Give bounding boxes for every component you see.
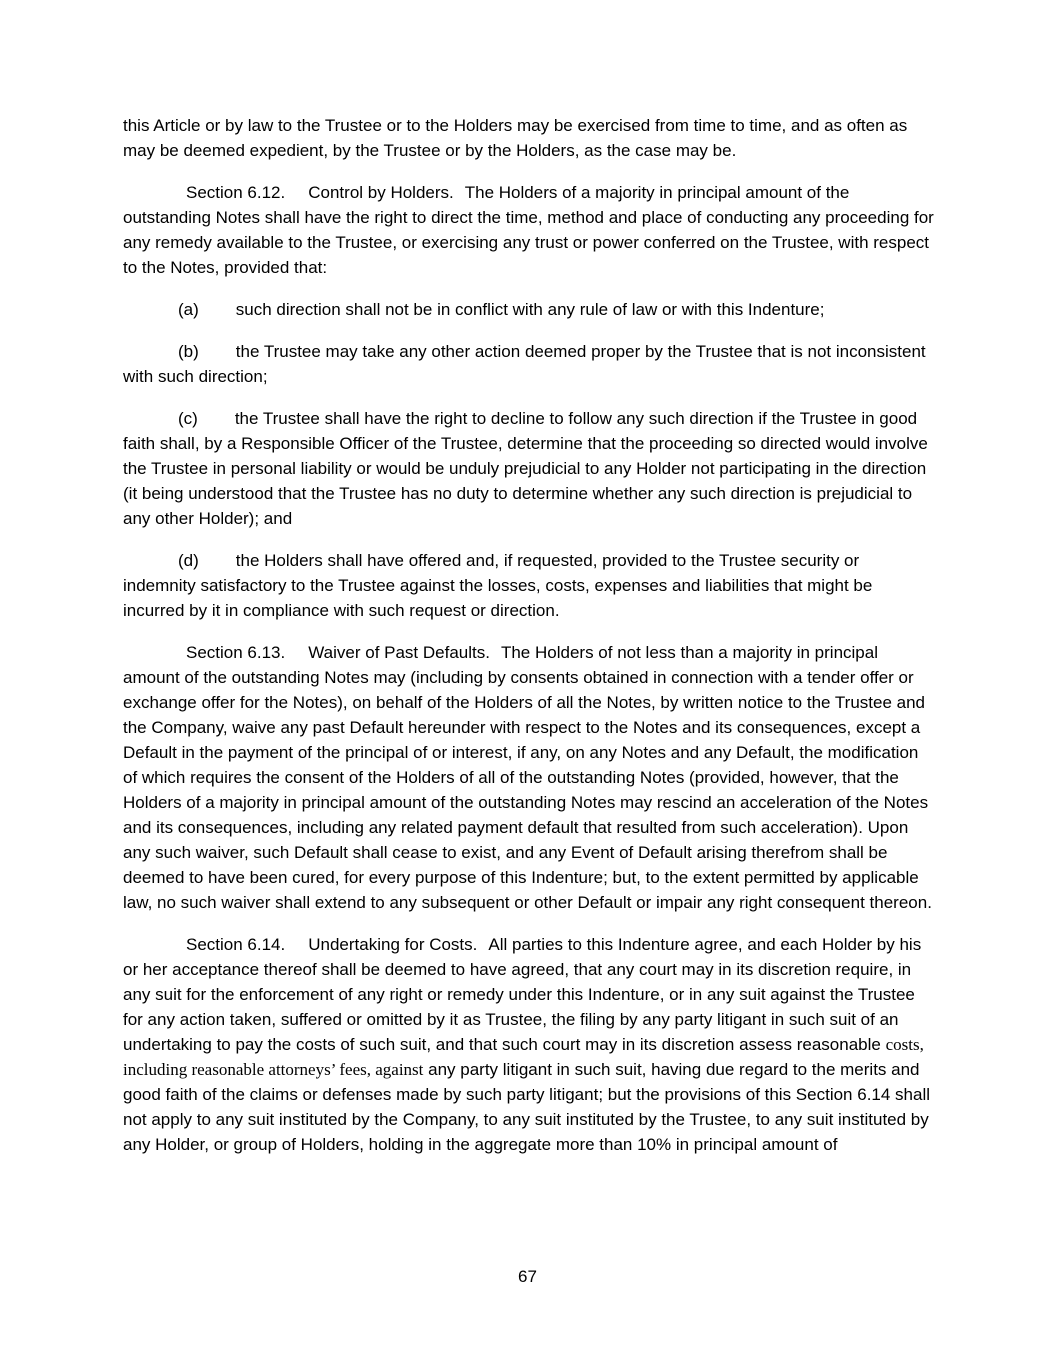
section-6-13-label: Section 6.13. (186, 643, 286, 662)
section-6-14-body-before: All parties to this Indenture agree, and each Holder by his or her acceptance thereof shall be deemed to have agreed, that any court may in its discretion require, in any suit for the enforcement of any right or remedy under this Indenture, or in any suit against the Trustee for any action taken, suffered or omitted by it as Trustee, the filing by any party litigant in such suit of an undertaking to pay the costs of such suit, and that such court may in its discretion assess reasonable (123, 935, 922, 1054)
section-6-13-title: Waiver of Past Defaults. (308, 643, 490, 662)
section-6-13-paragraph (123, 640, 934, 915)
section-6-13-body: The Holders of not less than a majority in principal amount of the outstanding Notes may (including by consents obtained in connection with a tender offer or exchange offer for the Notes), on behalf of the Holders of all the Notes, by written notice to the Trustee and the Company, waive any past Default hereunder with respect to the Notes and its consequences, except a Default in the payment of the principal of or interest, if any, on any Notes and any Default, the modification of which requires the consent of the Holders of all of the outstanding Notes (provided, however, that the Holders of a majority in principal amount of the outstanding Notes may rescind an acceleration of the Notes and its consequences, including any related payment default that resulted from such acceleration). Upon any such waiver, such Default shall cease to exist, and any Event of Default arising therefrom shall be deemed to have been cured, for every purpose of this Indenture; but, to the extent permitted by applicable law, no such waiver shall extend to any subsequent or other Default or impair any right consequent thereon. (123, 643, 932, 912)
clause-b-text: the Trustee may take any other action deemed proper by the Trustee that is not inconsistent with such direction; (123, 342, 926, 386)
section-6-14-label: Section 6.14. (186, 935, 286, 954)
section-6-14-paragraph (123, 932, 934, 1157)
clause-a-text: such direction shall not be in conflict with any rule of law or with this Indenture; (235, 300, 825, 319)
clause-b (123, 339, 934, 389)
section-6-14-body-serif: costs, including reasonable attorneys’ fees, against (123, 1035, 924, 1079)
clause-c-marker: (c) (178, 409, 198, 428)
page-number: 67 (518, 1267, 537, 1286)
section-6-14-body-after: any party litigant in such suit, having due regard to the merits and good faith of the claims or defenses made by such party litigant; but the provisions of this Section 6.14 shall not apply to any suit instituted by the Company, to any suit instituted by the Trustee, to any suit instituted by any Holder, or group of Holders, holding in the aggregate more than 10% in principal amount of (123, 1060, 931, 1154)
section-6-12-label: Section 6.12. (186, 183, 286, 202)
clause-c-text: the Trustee shall have the right to decline to follow any such direction if the Trustee in good faith shall, by a Responsible Officer of the Trustee, determine that the proceeding so directed would involve the Trustee in personal liability or would be unduly prejudicial to any Holder not participating in the direction (it being understood that the Trustee has no duty to determine whether any such direction is prejudicial to any other Holder); and (123, 409, 928, 528)
section-6-12-paragraph (123, 180, 934, 280)
clause-d (123, 548, 934, 623)
section-6-12-title: Control by Holders. (308, 183, 454, 202)
clause-a (123, 297, 934, 322)
section-6-12-body: The Holders of a majority in principal amount of the outstanding Notes shall have the right to direct the time, method and place of conducting any proceeding for any remedy available to the Trustee, or exercising any trust or power conferred on the Trustee, with respect to the Notes, provided that: (123, 183, 934, 277)
clause-b-marker: (b) (178, 342, 199, 361)
clause-a-marker: (a) (178, 300, 199, 319)
clause-d-text: the Holders shall have offered and, if requested, provided to the Trustee security or indemnity satisfactory to the Trustee against the losses, costs, expenses and liabilities that might be incurred by it in compliance with such request or direction. (123, 551, 873, 620)
intro-paragraph: this Article or by law to the Trustee or to the Holders may be exercised from time to time, and as often as may be deemed expedient, by the Trustee or by the Holders, as the case may be. (123, 116, 908, 160)
section-6-14-title: Undertaking for Costs. (308, 935, 478, 954)
clause-c (123, 406, 934, 531)
clause-d-marker: (d) (178, 551, 199, 570)
